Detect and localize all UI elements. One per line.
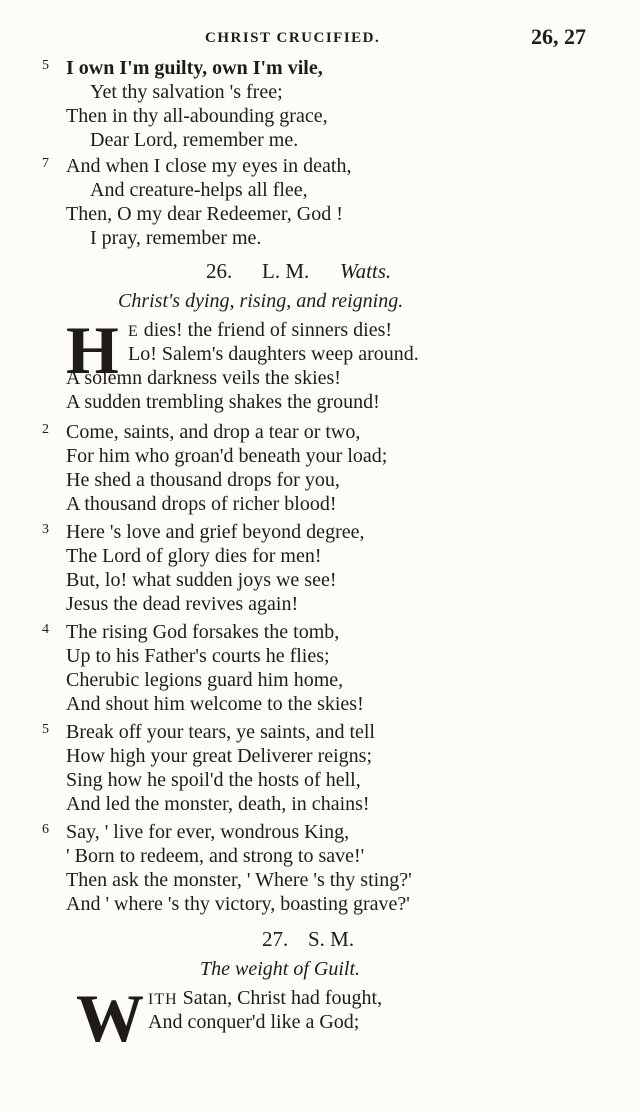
page-header (0, 24, 640, 50)
stanza-number: 7 (42, 156, 49, 171)
verse-line: He shed a thousand drops for you, (66, 469, 340, 491)
line-text: Satan, Christ had fought, (182, 987, 383, 1009)
verse-line: Dear Lord, remember me. (90, 129, 299, 151)
verse-line: Then, O my dear Redeemer, God ! (66, 203, 343, 225)
verse-line: Sing how he spoil'd the hosts of hell, (66, 769, 361, 791)
verse-line: And creature-helps all flee, (90, 179, 308, 201)
verse-line: A thousand drops of richer blood! (66, 493, 337, 515)
hymn-26-heading (0, 258, 640, 284)
verse-line: Up to his Father's courts he flies; (66, 645, 330, 667)
verse-line: ' Born to redeem, and strong to save!' (66, 845, 365, 867)
hymn-author: Watts. (340, 259, 392, 283)
stanza-number: 5 (42, 722, 49, 737)
verse-line: How high your great Deliverer reigns; (66, 745, 373, 767)
hymn-meter: L. M. (262, 259, 310, 283)
hymn-number: 27. (262, 927, 289, 951)
hymn-27-heading (0, 926, 640, 952)
verse-line: The Lord of glory dies for men! (66, 545, 322, 567)
verse-line: I own I'm guilty, own I'm vile, (66, 57, 323, 79)
running-title: CHRIST CRUCIFIED. (205, 30, 381, 46)
verse-line: Here 's love and grief beyond degree, (66, 521, 365, 543)
verse-line: The rising God forsakes the tomb, (66, 621, 340, 643)
verse-line: But, lo! what sudden joys we see! (66, 569, 337, 591)
page-numbers: 26, 27 (531, 24, 586, 49)
verse-line: Then in thy all-abounding grace, (66, 105, 328, 127)
verse-line: Break off your tears, ye saints, and tell (66, 721, 375, 743)
verse-line: Say, ' live for ever, wondrous King, (66, 821, 350, 843)
verse-line: For him who groan'd beneath your load; (66, 445, 388, 467)
stanza-number: 2 (42, 422, 49, 437)
line-text: dies! the friend of sinners dies! (143, 319, 393, 341)
verse-line: And ' where 's thy victory, boasting grave?' (66, 893, 410, 915)
small-caps-letters: ITH (148, 991, 178, 1008)
verse-line: Come, saints, and drop a tear or two, (66, 421, 361, 443)
verse-line: Jesus the dead revives again! (66, 593, 299, 615)
verse-line: Lo! Salem's daughters weep around. (128, 343, 419, 365)
verse-line (148, 986, 382, 1010)
stanza-number: 3 (42, 522, 49, 537)
verse-line: A solemn darkness veils the skies! (66, 367, 341, 389)
hymn-27-subtitle: The weight of Guilt. (200, 958, 360, 980)
verse-line: And led the monster, death, in chains! (66, 793, 370, 815)
verse-line: I pray, remember me. (90, 227, 262, 249)
verse-line (128, 318, 392, 342)
verse-line: Then ask the monster, ' Where 's thy sting?' (66, 869, 412, 891)
hymn-number: 26. (206, 259, 233, 283)
stanza-number: 6 (42, 822, 49, 837)
drop-cap: W (76, 980, 144, 1056)
hymn-26-subtitle: Christ's dying, rising, and reigning. (118, 290, 404, 312)
verse-line: And conquer'd like a God; (148, 1011, 360, 1033)
verse-line: Cherubic legions guard him home, (66, 669, 344, 691)
verse-line: And when I close my eyes in death, (66, 155, 352, 177)
drop-cap: H (66, 312, 119, 388)
verse-line: A sudden trembling shakes the ground! (66, 391, 380, 413)
small-caps-letters: E (128, 323, 139, 340)
hymn-meter: S. M. (308, 927, 355, 951)
stanza-number: 4 (42, 622, 49, 637)
verse-line: And shout him welcome to the skies! (66, 693, 364, 715)
verse-line: Yet thy salvation 's free; (90, 81, 283, 103)
stanza-number: 5 (42, 58, 49, 73)
